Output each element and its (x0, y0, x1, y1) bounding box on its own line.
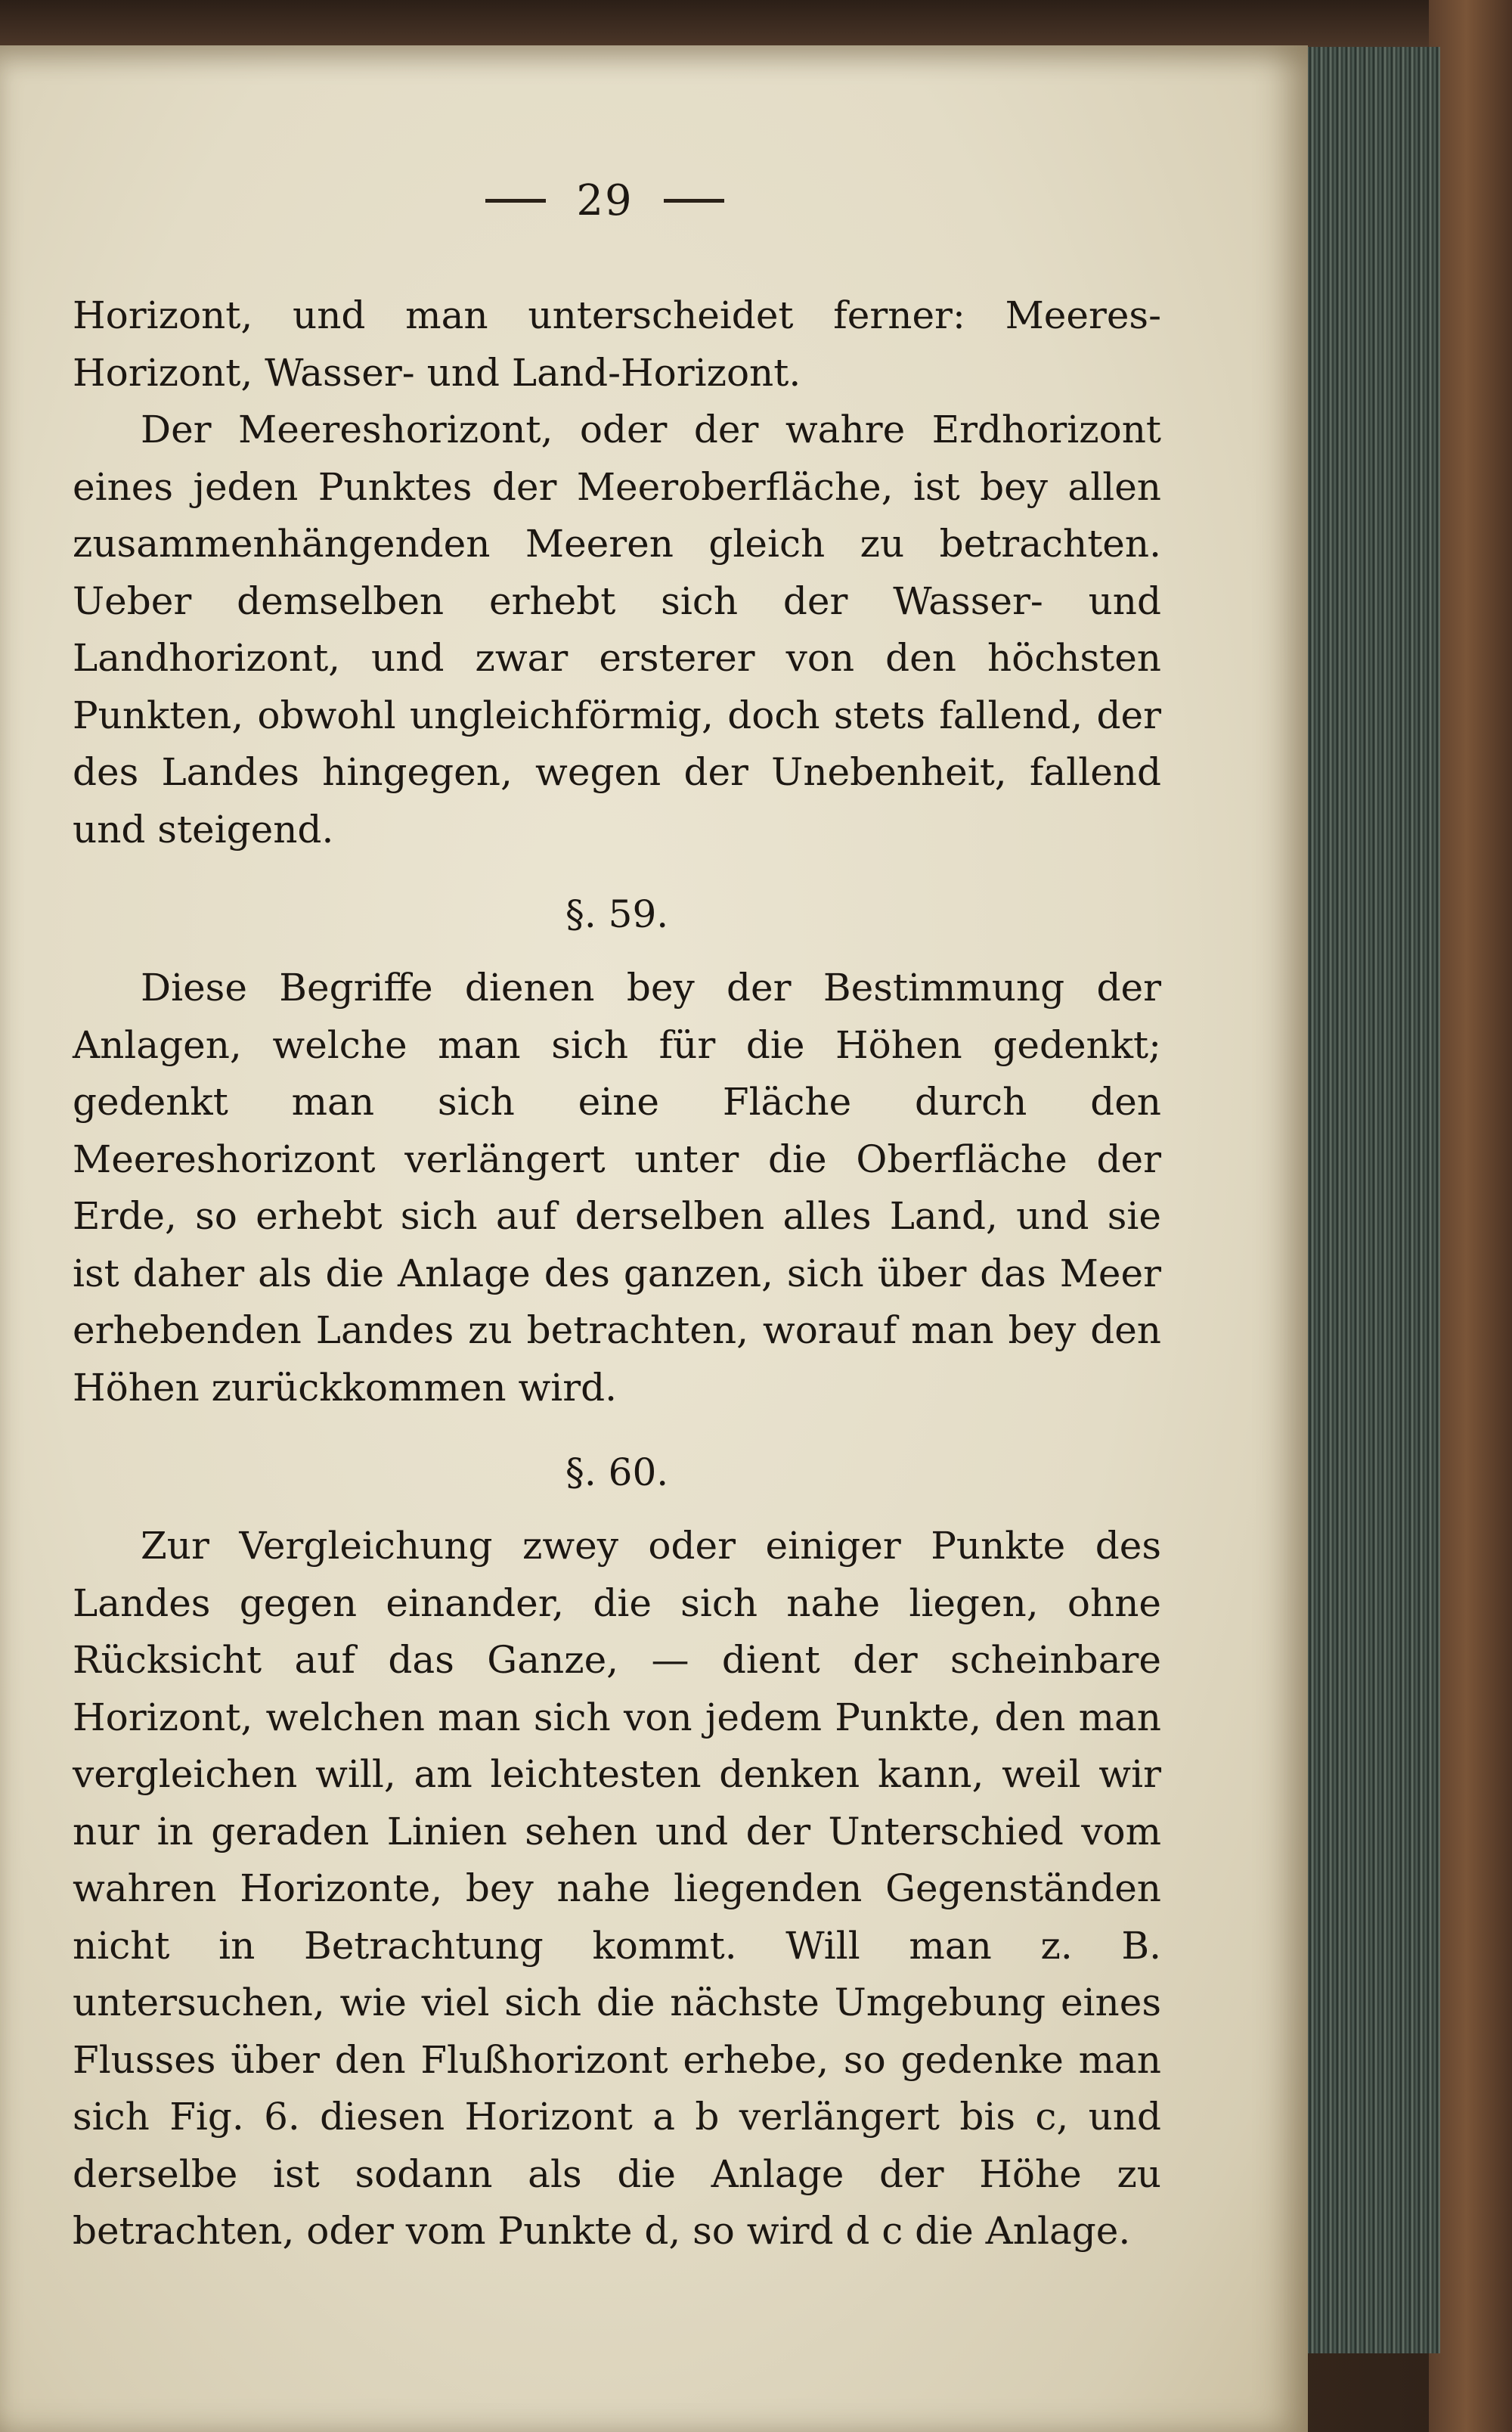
paragraph-section-60: Zur Vergleichung zwey oder einiger Punkte des Landes gegen einander, die sich nahe liegen, ohne Rücksicht auf das Ganze, — dient der scheinbare Horizont, welchen man sich von jedem Punkte, den man vergleichen will, am leichtesten denken kann, weil wir nur in geraden Linien sehen und der Unterschied vom wahren Horizonte, bey nahe liegenden Gegenständen nicht in Betrachtung kommt. Will man z. B. untersuchen, wie viel sich die nächste Umgebung eines Flusses über den Flußhorizont erhebe, so gedenke man sich Fig. 6. diesen Horizont a b verlängert bis c, und derselbe ist sodann als die Anlage der Höhe zu betrachten, oder vom Punkte d, so wird d c die Anlage. (73, 1524, 1161, 2253)
header-dash-left (485, 199, 546, 203)
paragraph-section-59: Diese Begriffe dienen bey der Bestimmung der Anlagen, welche man sich für die Höhen gedenkt; gedenkt man sich eine Fläche durch den Meereshorizont verlängert unter die Oberfläche der Erde, so erhebt sich auf derselben alles Land, und sie ist daher als die Anlage des ganzen, sich über das Meer erhebenden Landes zu betrachten, worauf man bey den Höhen zurückkommen wird. (73, 966, 1161, 1410)
paragraph-continuation: Horizont, und man unterscheidet ferner: Meeres-Horizont, Wasser- und Land-Horizont. (73, 293, 1161, 395)
page-header (454, 163, 756, 238)
page-number: 29 (576, 175, 634, 225)
page-body (73, 287, 1161, 2260)
header-dash-right (664, 199, 724, 203)
book-cover-right (1429, 0, 1512, 2432)
section-heading-60: §. 60. (565, 1450, 669, 1494)
paragraph-meereshorizont: Der Meereshorizont, oder der wahre Erdhorizont eines jeden Punktes der Meeroberfläche, ist bey allen zusammenhängenden Meeren gleich zu betrachten. Ueber demselben erhebt sich der Wasser- und Landhorizont, und zwar ersterer von den höchsten Punkten, obwohl ungleichförmig, doch stets fallend, der des Landes hingegen, wegen der Unebenheit, fallend und steigend. (73, 408, 1161, 852)
section-heading-59: §. 59. (565, 892, 669, 936)
page-edges (1294, 47, 1440, 2353)
